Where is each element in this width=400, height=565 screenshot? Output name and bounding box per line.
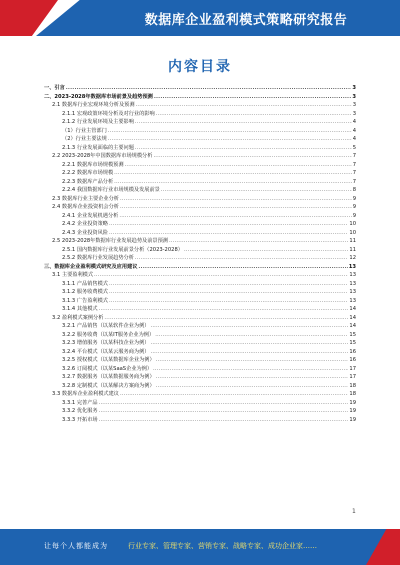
toc-entry[interactable]	[44, 305, 356, 314]
toc-entry-text: 3.1.1 产品销售模式	[62, 280, 108, 287]
toc-dot-leader	[99, 399, 349, 408]
toc-dot-leader	[66, 84, 352, 93]
toc-entry[interactable]	[44, 416, 356, 425]
toc-entry-text: 2.5.2 数据库行业发展趋势分析	[62, 255, 134, 261]
toc-entry[interactable]	[44, 144, 356, 153]
toc-entry-text: （1）行业主管部门	[62, 127, 107, 134]
toc-dot-leader	[155, 331, 348, 340]
toc-dot-leader	[136, 101, 352, 110]
toc-entry[interactable]	[44, 178, 356, 187]
toc-entry-page: 10	[349, 229, 356, 236]
toc-dot-leader	[156, 373, 349, 382]
toc-entry-page: 19	[349, 408, 356, 414]
toc-dot-leader	[120, 390, 348, 399]
toc-entry-page: 18	[349, 382, 356, 389]
toc-dot-leader	[99, 407, 349, 416]
toc-entry-page: 7	[352, 153, 356, 159]
toc-entry[interactable]	[44, 169, 356, 178]
toc-entry-page: 13	[349, 280, 356, 287]
toc-entry-page: 4	[352, 127, 356, 134]
toc-entry-text: 2.1 数据库行业宏观环境分析及预测	[52, 102, 135, 108]
toc-entry-page: 13	[349, 272, 356, 278]
toc-entry[interactable]	[44, 246, 356, 255]
toc-entry-page: 13	[349, 297, 356, 304]
toc-dot-leader	[120, 203, 352, 212]
toc-entry[interactable]	[44, 118, 356, 127]
toc-entry[interactable]	[44, 220, 356, 229]
toc-entry-text: 2.1.1 宏观政策环境分析及对行业的影响	[62, 110, 155, 117]
toc-entry[interactable]	[44, 203, 356, 212]
toc-entry-page: 13	[349, 289, 356, 295]
toc-entry-text: 2.4.2 企业投资策略	[62, 221, 108, 227]
toc-dot-leader	[99, 305, 349, 314]
toc-dot-leader	[120, 195, 352, 204]
toc-entry-text: 3.3.1 完善产品	[62, 399, 98, 406]
toc-entry-page: 4	[352, 119, 356, 125]
toc-entry-text: 三、数据库企业盈利模式研究及应用建议	[44, 263, 138, 270]
toc-entry-page: 11	[349, 246, 356, 253]
toc-entry[interactable]	[44, 127, 356, 136]
toc-entry-page: 16	[349, 357, 356, 363]
toc-entry-page: 19	[349, 416, 356, 423]
toc-entry-page: 15	[349, 331, 356, 338]
toc-entry-text: 2.2.3 数据库产品分析	[62, 178, 114, 185]
footer-red-accent	[366, 529, 400, 565]
toc-dot-leader	[169, 237, 348, 246]
toc-dot-leader	[108, 135, 352, 144]
toc-entry[interactable]	[44, 297, 356, 306]
toc-entry-page: 10	[349, 221, 356, 227]
toc-entry[interactable]	[44, 365, 356, 374]
toc-entry[interactable]	[44, 101, 356, 110]
toc-entry-text: 一、引言	[44, 85, 65, 91]
toc-dot-leader	[135, 118, 352, 127]
toc-dot-leader	[150, 339, 348, 348]
toc-dot-leader	[108, 127, 352, 136]
toc-entry[interactable]	[44, 339, 356, 348]
toc-dot-leader	[156, 382, 349, 391]
toc-entry-text: 2.5.1 国内数据库行业发展前景分析（2023-2028）	[62, 246, 183, 253]
toc-entry-text: 2.4 数据库企业投资机会分析	[52, 204, 119, 210]
toc-heading: 内容目录	[168, 59, 232, 75]
toc-entry[interactable]	[44, 288, 356, 297]
toc-entry-text: 3.2.7 数据服务（以某数据服务商为例）	[62, 374, 155, 380]
toc-dot-leader	[109, 297, 348, 306]
toc-entry[interactable]	[44, 84, 356, 93]
toc-entry[interactable]	[44, 399, 356, 408]
toc-dot-leader	[125, 161, 352, 170]
toc-entry[interactable]	[44, 161, 356, 170]
toc-entry-page: 17	[349, 365, 356, 372]
toc-entry[interactable]	[44, 322, 356, 331]
toc-dot-leader	[104, 314, 348, 323]
toc-entry[interactable]	[44, 271, 356, 280]
toc-dot-leader	[150, 348, 348, 357]
toc-entry-text: 3.2.6 订阅模式（以某SaaS企业为例）	[62, 365, 153, 372]
toc-entry[interactable]	[44, 229, 356, 238]
toc-entry-page: 5	[352, 144, 356, 151]
toc-entry-text: 2.2.4 我国数据库行业市场规模及发展前景	[62, 187, 160, 193]
toc-entry-text: 3.2.3 增值服务（以某科技企业为例）	[62, 340, 150, 346]
toc-entry-text: 2.4.1 企业发展机遇分析	[62, 212, 119, 219]
toc-dot-leader	[156, 110, 352, 119]
toc-entry[interactable]	[44, 195, 356, 204]
toc-dot-leader	[154, 93, 352, 102]
toc-dot-leader	[109, 229, 348, 238]
toc-entry-page: 11	[349, 238, 356, 244]
toc-entry-text: 2.2.1 数据库市场规模预测	[62, 161, 124, 168]
toc-entry-page: 19	[349, 399, 356, 406]
toc-entry-page: 7	[352, 161, 356, 168]
toc-entry[interactable]	[44, 263, 356, 272]
toc-entry[interactable]	[44, 390, 356, 399]
toc-dot-leader	[114, 169, 352, 178]
report-title: 数据库企业盈利模式策略研究报告	[144, 13, 348, 28]
toc-entry-page: 17	[349, 374, 356, 380]
toc-dot-leader	[94, 271, 348, 280]
toc-dot-leader	[184, 246, 348, 255]
toc-entry-text: 3.1.2 服务收费模式	[62, 289, 108, 295]
toc-dot-leader	[150, 322, 348, 331]
toc-entry[interactable]	[44, 110, 356, 119]
toc-entry-page: 18	[349, 391, 356, 397]
toc-entry[interactable]	[44, 135, 356, 144]
toc-dot-leader	[109, 220, 348, 229]
toc-dot-leader	[138, 263, 347, 272]
toc-entry-text: 3.2.4 平台模式（以某云服务商为例）	[62, 348, 150, 355]
table-of-contents	[44, 84, 356, 424]
toc-entry-text: 2.5 2023-2028年数据库行业发展趋势及前景预测	[52, 238, 168, 244]
toc-entry-text: 3.1.4 其他模式	[62, 306, 98, 312]
footer-slogan: 让每个人都能成为	[44, 542, 108, 550]
toc-entry[interactable]	[44, 373, 356, 382]
toc-entry-page: 3	[352, 85, 356, 91]
toc-entry-text: 3.2.5 授权模式（以某数据库企业为例）	[62, 357, 155, 363]
toc-entry-text: 2.2.2 数据库市场规模	[62, 170, 114, 176]
toc-dot-leader	[135, 254, 348, 263]
toc-entry[interactable]	[44, 254, 356, 263]
toc-entry[interactable]	[44, 382, 356, 391]
toc-entry[interactable]	[44, 93, 356, 102]
toc-entry-page: 14	[349, 314, 356, 321]
toc-entry[interactable]	[44, 186, 356, 195]
toc-entry-page: 14	[349, 323, 356, 329]
toc-entry-page: 7	[352, 178, 356, 185]
toc-entry-text: 3.3.2 优化服务	[62, 408, 98, 414]
toc-entry-text: （2）行业主要法规	[62, 136, 107, 142]
toc-entry-page: 7	[352, 170, 356, 176]
toc-entry-text: 2.1.2 行业发展环境及主要影响	[62, 119, 134, 125]
toc-entry-text: 2.3 数据库行业主要企业分析	[52, 195, 119, 202]
toc-entry-page: 4	[352, 136, 356, 142]
toc-entry-page: 14	[349, 306, 356, 312]
toc-entry-page: 8	[352, 187, 356, 193]
toc-entry-text: 2.2 2023-2028年中国数据库市场规模分析	[52, 153, 153, 159]
toc-entry-page: 15	[349, 340, 356, 346]
toc-entry-text: 3.2.8 定制模式（以某解决方案商为例）	[62, 382, 155, 389]
toc-dot-leader	[119, 212, 351, 221]
toc-dot-leader	[109, 280, 348, 289]
toc-entry[interactable]	[44, 152, 356, 161]
toc-entry-page: 3	[352, 102, 356, 108]
toc-entry-text: 3.1.3 广告盈利模式	[62, 297, 108, 304]
toc-entry-page: 12	[349, 255, 356, 261]
page-number: 1	[352, 508, 356, 515]
toc-dot-leader	[114, 178, 352, 187]
toc-entry[interactable]	[44, 237, 356, 246]
toc-entry-text: 3.2.2 服务收费（以某IT服务企业为例）	[62, 331, 155, 338]
toc-dot-leader	[135, 144, 352, 153]
toc-entry[interactable]	[44, 356, 356, 365]
toc-entry[interactable]	[44, 212, 356, 221]
toc-entry-text: 2.1.3 行业发展面临的主要问题	[62, 144, 134, 151]
toc-entry-text: 3.2.1 产品销售（以某软件企业为例）	[62, 323, 150, 329]
toc-entry-text: 2.4.3 企业投资风险	[62, 229, 108, 236]
toc-entry[interactable]	[44, 331, 356, 340]
toc-entry[interactable]	[44, 280, 356, 289]
toc-entry-text: 3.1 主要盈利模式	[52, 272, 94, 278]
toc-entry[interactable]	[44, 314, 356, 323]
toc-entry-text: 3.3 数据库企业盈利模式建议	[52, 391, 119, 397]
toc-entry-page: 16	[349, 348, 356, 355]
toc-entry[interactable]	[44, 407, 356, 416]
toc-dot-leader	[161, 186, 352, 195]
toc-dot-leader	[99, 416, 349, 425]
header-banner	[0, 0, 400, 36]
toc-dot-leader	[153, 152, 351, 161]
toc-dot-leader	[109, 288, 348, 297]
toc-entry-page: 9	[352, 212, 356, 219]
toc-entry-page: 9	[352, 195, 356, 202]
toc-entry-text: 3.3.3 开拓市场	[62, 416, 98, 423]
toc-entry[interactable]	[44, 348, 356, 357]
toc-dot-leader	[153, 365, 348, 374]
toc-entry-page: 3	[352, 93, 356, 100]
toc-entry-page: 13	[348, 263, 356, 270]
toc-dot-leader	[156, 356, 349, 365]
toc-entry-text: 二、2023-2028年数据库市场前景及趋势预测	[44, 93, 153, 100]
footer-tagline: 行业专家、管理专家、营销专家、战略专家、成功企业家……	[128, 542, 317, 550]
toc-entry-text: 3.2 盈利模式案例分析	[52, 314, 104, 321]
footer-banner	[0, 529, 400, 565]
toc-entry-page: 3	[352, 110, 356, 117]
toc-entry-page: 9	[352, 204, 356, 210]
